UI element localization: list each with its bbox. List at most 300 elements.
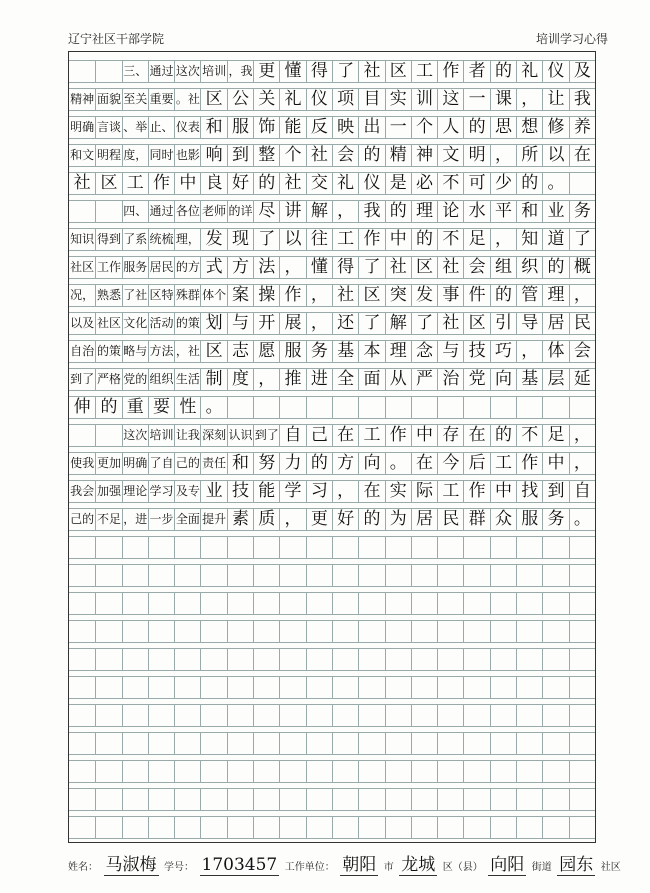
grid-cell <box>253 788 279 810</box>
grid-cell <box>385 816 411 838</box>
grid-cell <box>516 704 542 726</box>
grid-rule <box>69 558 595 559</box>
grid-cell <box>569 760 595 782</box>
grid-cell <box>279 704 305 726</box>
grid-cell <box>569 816 595 838</box>
grid-cell: 在 <box>569 144 595 166</box>
grid-cell <box>95 676 121 698</box>
grid-rule <box>69 418 595 419</box>
document-title: 培训学习心得 <box>535 32 608 46</box>
grid-row <box>69 508 595 530</box>
grid-cell <box>437 732 463 754</box>
grid-cell <box>411 788 437 810</box>
grid-cell: 众 <box>490 508 516 530</box>
grid-cell <box>148 592 174 614</box>
grid-cell <box>516 592 542 614</box>
grid-cell: 组 <box>490 256 516 278</box>
grid-cell: 况， <box>70 288 95 302</box>
grid-cell <box>437 620 463 642</box>
grid-cell: 工 <box>122 172 148 194</box>
grid-cell: 为 <box>385 508 411 530</box>
grid-rule <box>69 306 595 307</box>
grid-cell: 的 <box>490 424 516 446</box>
district-value: 龙城 <box>399 850 437 876</box>
grid-cell <box>542 564 568 586</box>
grid-cell: ， <box>332 200 358 222</box>
grid-cell: 也影 <box>174 144 200 166</box>
grid-cell <box>122 676 148 698</box>
grid-cell: 四、 <box>122 200 148 222</box>
grid-cell: 服 <box>279 340 305 362</box>
grid-cell <box>463 536 489 558</box>
grid-cell <box>95 704 121 726</box>
grid-cell: 了社 <box>122 284 148 306</box>
grid-cell: 的 <box>411 228 437 250</box>
writing-grid <box>68 51 596 843</box>
grid-cell: 度， <box>122 144 148 166</box>
grid-cell <box>306 732 332 754</box>
community-value: 园东 <box>557 850 595 876</box>
grid-cell: 了自 <box>148 452 174 474</box>
grid-cell: 整 <box>253 144 279 166</box>
grid-cell: 式 <box>200 256 226 278</box>
grid-cell: 要 <box>148 396 174 418</box>
grid-row <box>69 648 595 670</box>
grid-cell <box>279 816 305 838</box>
grid-cell <box>437 816 463 838</box>
grid-row <box>69 312 595 334</box>
grid-cell: 、举 <box>122 116 148 138</box>
grid-cell <box>516 620 542 642</box>
grid-cell: 民 <box>569 312 595 334</box>
grid-cell: 作 <box>358 228 384 250</box>
grid-cell <box>95 60 121 82</box>
grid-cell: 让 <box>542 88 568 110</box>
grid-cell: 懂 <box>279 60 305 82</box>
grid-rule <box>69 586 595 587</box>
grid-cell <box>463 592 489 614</box>
grid-cell: 区 <box>200 88 226 110</box>
grid-cell <box>279 592 305 614</box>
grid-cell: 方 <box>227 256 253 278</box>
grid-cell: 更 <box>306 508 332 530</box>
grid-cell: 这次 <box>122 424 148 446</box>
grid-cell <box>306 620 332 642</box>
grid-cell: 民 <box>437 508 463 530</box>
grid-cell: 至关 <box>122 88 148 110</box>
grid-cell: 志 <box>227 340 253 362</box>
grid-cell <box>200 536 226 558</box>
grid-cell: 服 <box>227 116 253 138</box>
grid-cell: 人 <box>437 116 463 138</box>
grid-cell: 居 <box>542 312 568 334</box>
grid-cell: 得到 <box>95 228 121 250</box>
grid-cell <box>437 396 463 418</box>
grid-cell: 重要 <box>148 88 174 110</box>
grid-cell <box>227 592 253 614</box>
grid-cell: 培训 <box>200 60 226 82</box>
grid-cell: 案 <box>227 284 253 306</box>
grid-cell: 训 <box>411 88 437 110</box>
grid-cell <box>227 536 253 558</box>
grid-cell: 思 <box>490 116 516 138</box>
grid-cell: 让我 <box>174 424 200 446</box>
grid-cell: 所 <box>516 144 542 166</box>
grid-row <box>69 256 595 278</box>
grid-cell <box>516 564 542 586</box>
grid-cell: 概 <box>569 256 595 278</box>
grid-cell <box>358 564 384 586</box>
grid-cell <box>516 788 542 810</box>
grid-cell: 止、 <box>148 116 174 138</box>
grid-cell <box>516 648 542 670</box>
grid-cell <box>148 648 174 670</box>
grid-row <box>69 480 595 502</box>
grid-cell: 社区 <box>95 312 121 334</box>
grid-cell <box>69 816 95 838</box>
grid-cell: 足 <box>542 424 568 446</box>
grid-cell: 能 <box>253 480 279 502</box>
community-label: 社区 <box>600 862 621 873</box>
grid-cell: 响 <box>200 144 226 166</box>
grid-cell: 严格 <box>95 368 121 390</box>
grid-cell <box>69 788 95 810</box>
grid-cell: 伸 <box>73 397 91 417</box>
grid-cell <box>490 536 516 558</box>
grid-cell <box>200 676 226 698</box>
grid-cell <box>279 620 305 642</box>
grid-cell: 层 <box>542 368 568 390</box>
grid-cell <box>148 620 174 642</box>
grid-cell <box>358 816 384 838</box>
grid-cell: 修 <box>542 116 568 138</box>
grid-cell: 进 <box>306 368 332 390</box>
grid-cell: ， <box>279 256 305 278</box>
grid-cell: ， <box>490 144 516 166</box>
grid-rule <box>69 474 595 475</box>
grid-cell: 项 <box>332 88 358 110</box>
grid-cell: 的 <box>542 256 568 278</box>
grid-cell: 这次 <box>174 60 200 82</box>
grid-cell: 了 <box>411 312 437 334</box>
grid-cell: 实 <box>385 480 411 502</box>
grid-cell: 精 <box>385 144 411 166</box>
grid-cell: 社 <box>385 256 411 278</box>
grid-cell: 足 <box>463 228 489 250</box>
grid-cell: 平 <box>490 200 516 222</box>
grid-cell: 重 <box>122 396 148 418</box>
grid-cell <box>332 564 358 586</box>
grid-cell: 公 <box>227 88 253 110</box>
grid-cell: 懂 <box>306 256 332 278</box>
grid-cell <box>148 760 174 782</box>
grid-cell <box>253 732 279 754</box>
grid-cell <box>306 788 332 810</box>
grid-cell: 得 <box>332 256 358 278</box>
grid-cell <box>463 788 489 810</box>
grid-cell: 关 <box>253 88 279 110</box>
grid-cell: 理 <box>411 200 437 222</box>
street-value: 向阳 <box>488 850 526 876</box>
grid-cell <box>542 648 568 670</box>
page-header <box>68 30 608 50</box>
grid-cell: 及专 <box>174 480 200 502</box>
grid-cell: 基 <box>332 340 358 362</box>
grid-cell <box>437 788 463 810</box>
grid-cell <box>385 648 411 670</box>
grid-cell: 礼 <box>516 60 542 82</box>
grid-cell: 论 <box>437 200 463 222</box>
grid-cell <box>122 648 148 670</box>
grid-row <box>69 620 595 642</box>
grid-cell: 不足 <box>95 508 121 530</box>
grid-cell: 全 <box>332 368 358 390</box>
grid-cell: 党的 <box>122 368 148 390</box>
grid-cell: 服 <box>516 508 542 530</box>
grid-cell <box>69 592 95 614</box>
grid-cell: 的 <box>490 60 516 82</box>
city-value: 朝阳 <box>340 850 378 876</box>
grid-cell: 生活 <box>174 368 200 390</box>
grid-cell: 业 <box>542 200 568 222</box>
grid-cell <box>332 788 358 810</box>
grid-cell: ， <box>332 480 358 502</box>
grid-cell: 是 <box>385 172 411 194</box>
grid-cell: 与 <box>227 312 253 334</box>
grid-cell: 。 <box>569 508 595 530</box>
grid-cell: 巧 <box>490 340 516 362</box>
grid-cell: 开 <box>253 312 279 334</box>
grid-cell: 向 <box>490 368 516 390</box>
grid-cell <box>411 564 437 586</box>
grid-cell <box>200 816 226 838</box>
grid-cell <box>95 732 121 754</box>
grid-cell: 认识 <box>227 424 253 446</box>
grid-cell: 中 <box>385 228 411 250</box>
grid-cell <box>95 788 121 810</box>
grid-cell <box>411 760 437 782</box>
grid-cell: 仪 <box>542 60 568 82</box>
grid-row <box>69 732 595 754</box>
grid-cell <box>306 760 332 782</box>
grid-cell: 的 <box>95 396 121 418</box>
grid-cell <box>542 676 568 698</box>
grid-cell: 我 <box>358 200 384 222</box>
grid-cell: 以及 <box>70 316 95 330</box>
grid-rule <box>69 222 595 223</box>
grid-cell: 面貌 <box>95 88 121 110</box>
grid-cell: 加强 <box>95 480 121 502</box>
grid-row <box>69 760 595 782</box>
grid-cell: 明确 <box>70 120 95 134</box>
grid-cell: 会 <box>569 340 595 362</box>
name-label: 姓名： <box>68 862 98 873</box>
city-label: 市 <box>383 862 394 873</box>
grid-cell <box>174 704 200 726</box>
grid-cell <box>463 676 489 698</box>
grid-cell <box>542 396 568 418</box>
grid-cell: 更 <box>253 60 279 82</box>
grid-cell: ， <box>516 88 542 110</box>
grid-cell <box>122 760 148 782</box>
grid-cell: 居民 <box>148 256 174 278</box>
grid-cell <box>490 704 516 726</box>
grid-cell: 明程 <box>95 144 121 166</box>
grid-cell: ， <box>569 452 595 474</box>
grid-cell <box>490 788 516 810</box>
grid-cell <box>463 564 489 586</box>
grid-cell <box>122 816 148 838</box>
grid-cell: 理 <box>385 340 411 362</box>
grid-cell: 学习 <box>148 480 174 502</box>
grid-cell <box>411 620 437 642</box>
grid-cell <box>385 676 411 698</box>
grid-cell <box>122 620 148 642</box>
grid-cell <box>122 536 148 558</box>
grid-cell <box>463 648 489 670</box>
grid-cell: 深刻 <box>200 424 226 446</box>
grid-cell <box>411 816 437 838</box>
grid-cell <box>253 648 279 670</box>
grid-cell: 往 <box>306 228 332 250</box>
grid-cell <box>174 732 200 754</box>
grid-cell: 通过 <box>148 200 174 222</box>
grid-rule <box>69 530 595 531</box>
grid-rule <box>69 614 595 615</box>
grid-cell: 好 <box>332 508 358 530</box>
grid-cell <box>516 536 542 558</box>
grid-cell <box>332 592 358 614</box>
grid-cell <box>516 760 542 782</box>
grid-cell <box>200 704 226 726</box>
grid-cell: 居 <box>411 508 437 530</box>
grid-cell <box>437 704 463 726</box>
grid-cell <box>516 396 542 418</box>
grid-cell: 社 <box>73 173 91 193</box>
grid-cell <box>253 704 279 726</box>
grid-row <box>69 424 595 446</box>
grid-cell: 责任 <box>200 452 226 474</box>
grid-row <box>69 144 595 166</box>
grid-cell: 在 <box>358 480 384 502</box>
grid-cell: 展 <box>279 312 305 334</box>
grid-cell: 己的 <box>70 512 95 526</box>
grid-cell <box>95 760 121 782</box>
grid-cell <box>542 704 568 726</box>
grid-cell <box>69 732 95 754</box>
grid-cell <box>385 732 411 754</box>
grid-cell: 找 <box>516 480 542 502</box>
grid-cell: 作 <box>385 424 411 446</box>
grid-cell <box>385 396 411 418</box>
grid-cell: 知 <box>516 228 542 250</box>
grid-cell <box>279 732 305 754</box>
grid-cell <box>411 648 437 670</box>
grid-cell: 严 <box>411 368 437 390</box>
grid-rule <box>69 362 595 363</box>
grid-cell: 的 <box>306 452 332 474</box>
grid-cell: 和 <box>516 200 542 222</box>
grid-cell: 映 <box>332 116 358 138</box>
grid-cell <box>69 648 95 670</box>
grid-cell: 课 <box>490 88 516 110</box>
grid-cell: 的 <box>385 200 411 222</box>
grid-cell <box>69 200 95 222</box>
grid-cell: 社区 <box>70 260 95 274</box>
grid-cell: 技 <box>227 480 253 502</box>
grid-cell <box>69 536 95 558</box>
grid-cell <box>463 732 489 754</box>
grid-cell: 及 <box>569 60 595 82</box>
grid-cell <box>358 788 384 810</box>
grid-cell <box>279 564 305 586</box>
grid-rule <box>69 166 595 167</box>
grid-cell: 尽 <box>253 200 279 222</box>
grid-cell <box>306 816 332 838</box>
grid-cell: 度 <box>227 368 253 390</box>
grid-cell <box>148 816 174 838</box>
grid-cell: 水 <box>463 200 489 222</box>
grid-cell <box>542 732 568 754</box>
grid-cell: 我会 <box>70 484 95 498</box>
grid-cell: 区 <box>200 340 226 362</box>
grid-cell <box>358 676 384 698</box>
grid-cell: 同时 <box>148 144 174 166</box>
grid-cell <box>569 704 595 726</box>
grid-cell <box>279 788 305 810</box>
grid-rule <box>69 250 595 251</box>
grid-cell <box>174 676 200 698</box>
grid-cell <box>569 564 595 586</box>
grid-cell: 己 <box>306 424 332 446</box>
grid-rule <box>69 698 595 699</box>
grid-cell <box>122 788 148 810</box>
grid-cell: 区特 <box>148 284 174 306</box>
grid-cell <box>174 816 200 838</box>
name-value: 马淑梅 <box>104 850 159 876</box>
grid-cell <box>227 676 253 698</box>
grid-cell: 文 <box>437 144 463 166</box>
grid-cell: 的详 <box>227 200 253 222</box>
grid-cell <box>174 648 200 670</box>
grid-cell: 仪表 <box>174 116 200 138</box>
grid-cell <box>95 648 121 670</box>
grid-cell <box>95 564 121 586</box>
grid-cell: 我 <box>569 88 595 110</box>
grid-cell <box>253 564 279 586</box>
grid-cell: 织 <box>516 256 542 278</box>
grid-row <box>69 200 595 222</box>
grid-rule <box>69 110 595 111</box>
grid-cell <box>95 816 121 838</box>
grid-cell: 统梳 <box>148 228 174 250</box>
grid-cell: 中 <box>411 424 437 446</box>
grid-cell: 工 <box>332 228 358 250</box>
grid-cell <box>490 760 516 782</box>
grid-cell: 学 <box>279 480 305 502</box>
grid-cell: 道 <box>542 228 568 250</box>
grid-cell: 了 <box>569 228 595 250</box>
grid-cell <box>516 676 542 698</box>
grid-cell <box>542 592 568 614</box>
grid-cell: 全面 <box>174 508 200 530</box>
grid-cell: 方法 <box>148 340 174 362</box>
grid-cell: 在 <box>463 424 489 446</box>
grid-cell: 中 <box>490 480 516 502</box>
grid-row <box>69 284 595 306</box>
grid-row <box>69 816 595 838</box>
grid-cell: 这 <box>437 88 463 110</box>
